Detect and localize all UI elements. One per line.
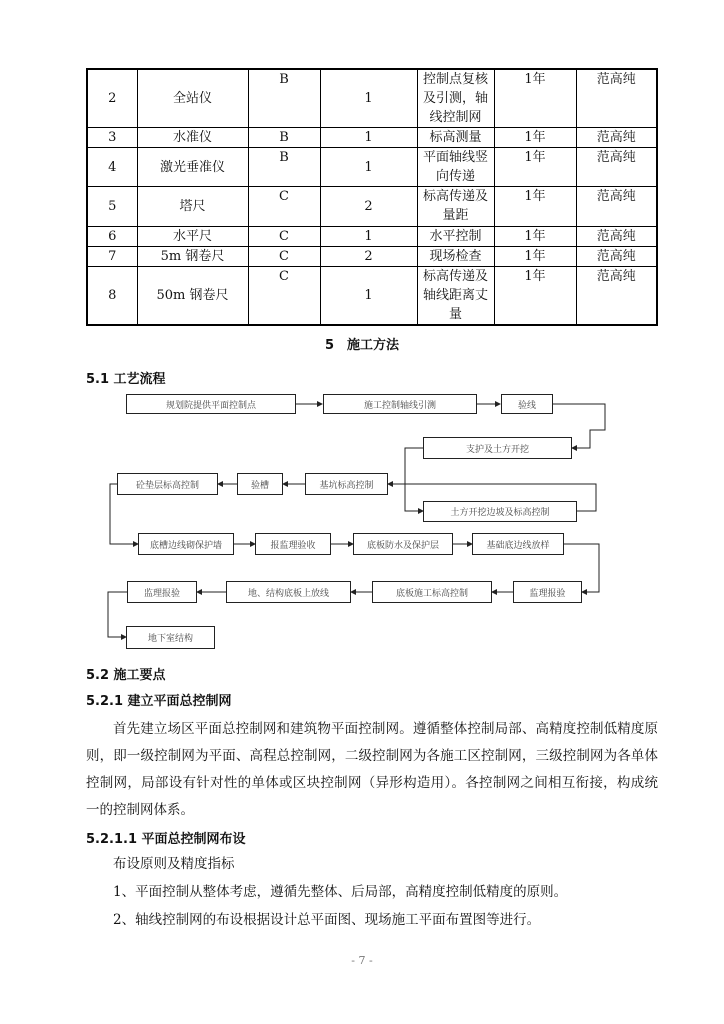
flow-box-supervisor-acceptance: 报监理验收 [255,533,331,555]
flow-box-basement-structure: 地下室结构 [126,626,215,649]
calibration-period: 1年 [494,128,576,148]
instrument-name: 全站仪 [137,69,248,128]
responsible-person: 范高纯 [576,69,657,128]
section-5-2-1-1-heading: 5.2.1.1 平面总控制网布设 [86,832,246,847]
instrument-quantity: 1 [320,227,417,247]
responsible-person: 范高纯 [576,128,657,148]
table-row [87,187,657,227]
instrument-quantity: 1 [320,267,417,326]
text-principles: 布设原则及精度指标 [113,856,235,872]
instrument-name: 激光垂准仪 [137,148,248,187]
instrument-class: C [248,267,320,326]
instrument-class: B [248,148,320,187]
instrument-name: 5m 钢卷尺 [137,247,248,267]
row-number: 3 [87,128,137,148]
flow-box-axis-survey: 施工控制轴线引测 [323,394,477,414]
responsible-person: 范高纯 [576,227,657,247]
flow-box-slab-elevation: 底板施工标高控制 [372,581,492,603]
instrument-purpose: 平面轴线竖向传递 [417,148,494,187]
instrument-name: 50m 钢卷尺 [137,267,248,326]
calibration-period: 1年 [494,247,576,267]
instrument-purpose: 水平控制 [417,227,494,247]
page-number: - 7 - [351,954,373,967]
section-5-1-heading: 5.1 工艺流程 [86,372,166,387]
instrument-class: C [248,247,320,267]
table-row [87,247,657,267]
responsible-person: 范高纯 [576,247,657,267]
calibration-period: 1年 [494,187,576,227]
calibration-period: 1年 [494,267,576,326]
instrument-quantity: 1 [320,69,417,128]
flow-box-control-points: 规划院提供平面控制点 [126,394,296,414]
instrument-class: B [248,69,320,128]
row-number: 7 [87,247,137,267]
instrument-name: 水准仪 [137,128,248,148]
section-5-2-heading: 5.2 施工要点 [86,668,166,683]
table-row [87,148,657,187]
flow-box-slab-layout: 地、结构底板上放线 [226,581,351,603]
instrument-quantity: 1 [320,148,417,187]
text-item-2: 2、轴线控制网的布设根据设计总平面图、现场施工平面布置图等进行。 [113,912,541,928]
flow-box-excavation: 支护及土方开挖 [423,437,572,459]
paragraph-control-network: 首先建立场区平面总控制网和建筑物平面控制网。遵循整体控制局部、高精度控制低精度原则，即一级控制网为平面、高程总控制网，二级控制网为各施工区控制网，三级控制网为各单体控制网，局部设有针对性的单体或区块控制网（异形构造用）。各控制网之间相互衔接，构成统一的控制网体系。 [86,721,658,818]
flow-box-pit-elevation: 基坑标高控制 [305,473,388,495]
responsible-person: 范高纯 [576,187,657,227]
row-number: 8 [87,267,137,326]
instrument-purpose: 标高测量 [417,128,494,148]
flow-box-protection-wall: 底槽边线砌保护墙 [138,533,234,555]
instrument-quantity: 1 [320,128,417,148]
instrument-purpose: 控制点复核及引测，轴线控制网 [417,69,494,128]
text-item-1: 1、平面控制从整体考虑，遵循先整体、后局部，高精度控制低精度的原则。 [113,884,568,900]
table-row [87,69,657,128]
table-row [87,128,657,148]
calibration-period: 1年 [494,148,576,187]
calibration-period: 1年 [494,69,576,128]
instrument-purpose: 现场检查 [417,247,494,267]
row-number: 4 [87,148,137,187]
flow-box-waterproofing: 底板防水及保护层 [353,533,453,555]
flow-box-supervisor-check-2: 监理报验 [127,581,197,603]
instrument-purpose: 标高传递及量距 [417,187,494,227]
table-row [87,227,657,247]
instrument-class: C [248,227,320,247]
flow-box-slope-elevation: 土方开挖边坡及标高控制 [423,501,577,522]
instrument-name: 塔尺 [137,187,248,227]
instrument-quantity: 2 [320,187,417,227]
flow-box-trench-check: 验槽 [237,473,283,495]
flow-box-cushion-elevation: 砼垫层标高控制 [117,473,218,495]
flow-box-foundation-layout: 基础底边线放样 [472,533,564,555]
row-number: 5 [87,187,137,227]
instrument-name: 水平尺 [137,227,248,247]
section-5-heading: 5 施工方法 [324,338,400,353]
responsible-person: 范高纯 [576,267,657,326]
instrument-class: B [248,128,320,148]
row-number: 2 [87,69,137,128]
row-number: 6 [87,227,137,247]
section-5-2-1-heading: 5.2.1 建立平面总控制网 [86,694,232,709]
flow-box-line-check: 验线 [501,394,553,414]
equipment-table [86,68,658,326]
instrument-class: C [248,187,320,227]
instrument-purpose: 标高传递及轴线距离丈量 [417,267,494,326]
responsible-person: 范高纯 [576,148,657,187]
calibration-period: 1年 [494,227,576,247]
instrument-quantity: 2 [320,247,417,267]
table-row [87,267,657,326]
flow-box-supervisor-check-1: 监理报验 [513,581,582,603]
